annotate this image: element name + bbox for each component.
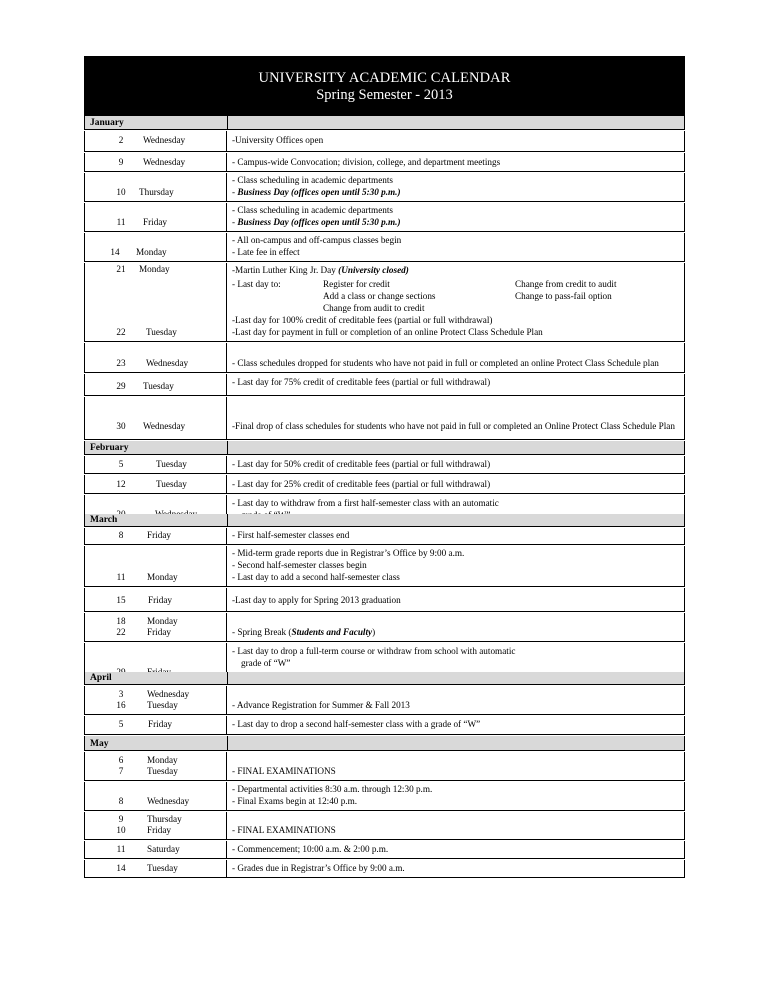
table-row	[84, 276, 685, 342]
event-weekday: Tuesday	[147, 863, 178, 873]
event-description: - FINAL EXAMINATIONS	[232, 766, 336, 776]
event-weekday: Tuesday	[146, 327, 177, 337]
event-description: - Last day to: Register for credit Add a class or change sections Change from audit to credit Change from credit to audit Change to pass-fail option -Last day for 100% credit of creditable fees (partial or full withdrawal) -Last day for payment in full or completion of an online Protect Class Schedule Plan	[232, 279, 617, 337]
event-description: - Spring Break (Students and Faculty)	[232, 627, 376, 637]
month-label: January	[90, 118, 124, 128]
event-day: 14	[116, 863, 126, 873]
event-day: 10	[116, 187, 126, 197]
table-row	[84, 343, 685, 373]
table-row	[84, 153, 685, 172]
table-row	[84, 131, 685, 152]
table-row	[84, 475, 685, 494]
event-weekday-end: Tuesday	[147, 766, 178, 776]
event-day-end: 22	[116, 627, 126, 637]
event-description: - Advance Registration for Summer & Fall 2013	[232, 700, 410, 710]
event-day: 5	[118, 719, 124, 729]
event-day: 22	[116, 327, 126, 337]
event-day: 11	[116, 572, 126, 582]
event-weekday: Thursday	[139, 187, 174, 197]
event-weekday-end: Tuesday	[147, 700, 178, 710]
event-weekday-start: Thursday	[147, 814, 182, 824]
event-weekday: Wednesday	[143, 135, 186, 145]
event-day: 5	[118, 459, 124, 469]
calendar-subtitle: Spring Semester - 2013	[316, 87, 453, 103]
month-label: February	[90, 443, 129, 453]
table-row	[84, 263, 685, 276]
event-day-start: 18	[116, 616, 126, 626]
event-day: 8	[118, 796, 124, 806]
table-row	[84, 860, 685, 878]
calendar-sheet	[84, 56, 685, 873]
event-description: - Last day for 25% credit of creditable fees (partial or full withdrawal)	[232, 479, 491, 489]
event-day: 11	[116, 844, 126, 854]
event-weekday: Friday	[148, 595, 172, 605]
month-header-april	[84, 672, 685, 685]
event-day: 29	[116, 381, 126, 391]
event-description: - Mid-term grade reports due in Registrar’s Office by 9:00 a.m. - Second half-semester classes begin - Last day to add a second half-semester class	[232, 548, 465, 582]
event-day: 2	[118, 135, 124, 145]
event-description: -University Offices open	[232, 135, 324, 145]
event-description: - Last day to drop a second half-semester class with a grade of “W”	[232, 719, 481, 729]
event-description: - All on-campus and off-campus classes begin - Late fee in effect	[232, 235, 402, 257]
table-row	[84, 613, 685, 642]
event-description: - Campus-wide Convocation; division, college, and department meetings	[232, 157, 501, 167]
event-weekday: Wednesday	[143, 421, 186, 431]
table-row	[84, 203, 685, 232]
event-weekday: Monday	[136, 247, 167, 257]
event-day: 9	[118, 157, 124, 167]
event-weekday: Wednesday	[147, 796, 190, 806]
month-label: April	[90, 673, 112, 683]
event-weekday: Wednesday	[143, 157, 186, 167]
event-weekday: Wednesday	[146, 358, 189, 368]
table-row	[84, 495, 685, 514]
event-weekday-start: Wednesday	[147, 689, 190, 699]
event-description: - Class schedules dropped for students who have not paid in full or completed an online Protect Class Schedule plan	[232, 358, 659, 368]
table-row	[84, 233, 685, 262]
event-description: - Last day for 50% credit of creditable fees (partial or full withdrawal)	[232, 459, 491, 469]
table-row	[84, 397, 685, 440]
table-row	[84, 528, 685, 545]
table-row	[84, 716, 685, 735]
event-description: - Last day to drop a full-term course or withdraw from school with automatic grade of “W”	[232, 646, 516, 668]
event-description: - Last day to withdraw from a first half-semester class with an automatic	[232, 498, 499, 508]
event-weekday-end: Friday	[147, 825, 171, 835]
event-description: -Final drop of class schedules for students who have not paid in full or completed an Online Protect Class Schedule Plan	[232, 421, 675, 431]
event-day: 14	[110, 247, 120, 257]
event-weekday-end: Friday	[147, 627, 171, 637]
event-day: 12	[116, 479, 126, 489]
calendar-title: UNIVERSITY ACADEMIC CALENDAR	[258, 70, 511, 86]
event-description: - First half-semester classes end	[232, 530, 350, 540]
event-weekday: Friday	[147, 530, 171, 540]
event-description: -Martin Luther King Jr. Day (University closed)	[232, 265, 409, 275]
event-day-start: 6	[118, 755, 124, 765]
event-description: - Commencement; 10:00 a.m. & 2:00 p.m.	[232, 844, 389, 854]
event-weekday: Tuesday	[156, 459, 187, 469]
event-day: 30	[116, 421, 126, 431]
table-row	[84, 643, 685, 672]
event-weekday: Friday	[143, 217, 167, 227]
event-day: 21	[116, 264, 126, 274]
table-row	[84, 546, 685, 587]
calendar-header	[84, 56, 685, 116]
event-weekday: Saturday	[147, 844, 180, 854]
event-weekday-start: Monday	[147, 616, 178, 626]
event-weekday-start: Monday	[147, 755, 178, 765]
table-row	[84, 588, 685, 612]
event-day-start: 9	[118, 814, 124, 824]
month-header-march	[84, 514, 685, 527]
event-description: -Last day to apply for Spring 2013 graduation	[232, 595, 401, 605]
event-description: - Last day for 75% credit of creditable fees (partial or full withdrawal)	[232, 377, 491, 387]
month-header-february	[84, 441, 685, 455]
event-day-end: 7	[118, 766, 124, 776]
table-row	[84, 374, 685, 396]
event-description: - Class scheduling in academic departments - Business Day (offices open until 5:30 p.m.)	[232, 205, 401, 227]
event-description: - Departmental activities 8:30 a.m. through 12:30 p.m. - Final Exams begin at 12:40 p.m.	[232, 784, 433, 806]
table-row	[84, 752, 685, 781]
table-row	[84, 812, 685, 840]
event-day: 8	[118, 530, 124, 540]
event-day: 23	[116, 358, 126, 368]
event-description: - Class scheduling in academic departments - Business Day (offices open until 5:30 p.m.)	[232, 175, 401, 197]
event-weekday: Tuesday	[156, 479, 187, 489]
month-label: May	[90, 739, 109, 749]
event-day-end: 16	[116, 700, 126, 710]
table-row	[84, 782, 685, 811]
event-description: - FINAL EXAMINATIONS	[232, 825, 336, 835]
event-day: 15	[116, 595, 126, 605]
table-row	[84, 841, 685, 859]
event-weekday: Tuesday	[143, 381, 174, 391]
event-day-start: 3	[118, 689, 124, 699]
event-weekday: Monday	[147, 572, 178, 582]
month-header-may	[84, 736, 685, 751]
event-description: - Grades due in Registrar’s Office by 9:00 a.m.	[232, 863, 405, 873]
table-row	[84, 686, 685, 715]
month-label: March	[90, 515, 118, 525]
event-day: 11	[116, 217, 126, 227]
table-row	[84, 173, 685, 202]
month-header-january	[84, 116, 685, 130]
table-row	[84, 456, 685, 474]
event-weekday: Monday	[139, 264, 170, 274]
event-weekday: Friday	[148, 719, 172, 729]
event-day-end: 10	[116, 825, 126, 835]
